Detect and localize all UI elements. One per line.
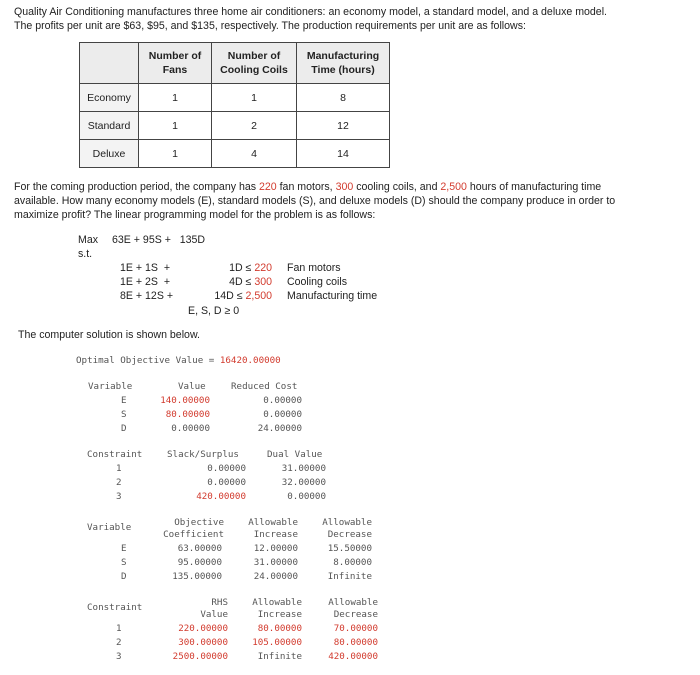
cell-time: 8 <box>297 84 390 112</box>
range-var-name: S <box>121 557 127 568</box>
rhs-inc-header-2: Increase <box>257 609 302 620</box>
intro-line-2: The profits per unit are $63, $95, and $135, respectively. The production requirements per unit are as follows: <box>14 20 526 32</box>
con-num: 3 <box>116 491 122 502</box>
table-header-row <box>80 43 390 84</box>
con-slack: 420.00000 <box>196 491 246 502</box>
row-label: Economy <box>80 84 139 112</box>
var-reduced: 0.00000 <box>263 409 302 420</box>
objective-label: Optimal Objective Value = <box>76 355 215 366</box>
con-dual: 32.00000 <box>281 477 326 488</box>
dec-header-1: Allowable <box>322 517 372 528</box>
range-var-name: E <box>121 543 127 554</box>
cell-time: 12 <box>297 112 390 140</box>
rhs-inc-header-1: Allowable <box>252 597 302 608</box>
objective-function: 63E + 95S + 135D <box>112 234 206 246</box>
max-label: Max <box>78 234 99 246</box>
rhs-dec-header-1: Allowable <box>328 597 378 608</box>
range-rhs-inc: 80.00000 <box>257 623 302 634</box>
var-name: D <box>121 423 127 434</box>
table-row <box>80 140 390 168</box>
rhs-value: 220 <box>254 262 272 274</box>
intro-paragraph <box>14 5 686 33</box>
range-rhs-dec: 70.00000 <box>333 623 378 634</box>
range-var-inc: 31.00000 <box>253 557 298 568</box>
constraint-rhs <box>208 262 272 274</box>
range-variable-header: Variable <box>87 522 132 533</box>
coef-header-2: Coefficient <box>163 529 224 540</box>
range-con-num: 2 <box>116 637 122 648</box>
table-row <box>80 84 390 112</box>
con-dual: 31.00000 <box>281 463 326 474</box>
header-blank <box>80 43 139 84</box>
cell-coils: 4 <box>212 140 297 168</box>
range-var-dec: 8.00000 <box>333 557 372 568</box>
var-reduced: 0.00000 <box>263 395 302 406</box>
row-label: Deluxe <box>80 140 139 168</box>
constraint-rhs <box>208 276 272 288</box>
range-var-coef: 63.00000 <box>177 543 222 554</box>
range-var-coef: 135.00000 <box>172 571 222 582</box>
dec-header-2: Decrease <box>327 529 372 540</box>
nonnegativity: E, S, D ≥ 0 <box>188 305 240 317</box>
constraint-rhs <box>200 290 272 302</box>
var-value: 0.00000 <box>171 423 210 434</box>
var-reduced: 24.00000 <box>257 423 302 434</box>
cell-coils: 2 <box>212 112 297 140</box>
coef-header-1: Objective <box>174 517 224 528</box>
range-rhs-value: 220.00000 <box>178 623 228 634</box>
text-segment: cooling coils, and <box>353 181 441 193</box>
cell-fans: 1 <box>139 112 212 140</box>
computer-solution-label: The computer solution is shown below. <box>18 329 200 341</box>
problem-line-3: maximize profit? The linear programming model for the problem is as follows: <box>14 209 376 221</box>
problem-line-1 <box>14 180 686 194</box>
dual-header: Dual Value <box>267 449 323 460</box>
objective-line <box>76 355 281 366</box>
range-var-coef: 95.00000 <box>177 557 222 568</box>
inc-header-1: Allowable <box>248 517 298 528</box>
range-var-dec: 15.50000 <box>327 543 372 554</box>
cell-fans: 1 <box>139 140 212 168</box>
var-name: S <box>121 409 127 420</box>
row-label: Standard <box>80 112 139 140</box>
constraint-lhs: 1E + 1S + <box>120 262 171 274</box>
range-var-name: D <box>121 571 127 582</box>
objective-value: 16420.00000 <box>219 355 281 366</box>
range-constraint-header: Constraint <box>87 602 143 613</box>
text-segment: hours of manufacturing time <box>466 181 602 193</box>
con-num: 1 <box>116 463 122 474</box>
range-rhs-dec: 420.00000 <box>328 651 378 662</box>
range-rhs-value: 2500.00000 <box>172 651 228 662</box>
constraint-header: Constraint <box>87 449 143 460</box>
cell-time: 14 <box>297 140 390 168</box>
header-coils: Number of Cooling Coils <box>212 43 297 84</box>
range-var-inc: 24.00000 <box>253 571 298 582</box>
con-num: 2 <box>116 477 122 488</box>
con-dual: 0.00000 <box>287 491 326 502</box>
var-name: E <box>121 395 127 406</box>
requirements-table <box>79 42 390 168</box>
constraint-label: Manufacturing time <box>287 290 378 302</box>
rhs-header-2: Value <box>200 609 228 620</box>
range-rhs-value: 300.00000 <box>178 637 228 648</box>
variable-header: Variable <box>88 381 133 392</box>
rhs-value: 300 <box>254 276 272 288</box>
constraint-lhs: 8E + 12S + <box>120 290 174 302</box>
range-var-dec: Infinite <box>327 571 372 582</box>
fan-count: 220 <box>258 181 277 193</box>
rhs-dec-header-2: Decrease <box>333 609 378 620</box>
con-slack: 0.00000 <box>207 477 246 488</box>
range-con-num: 1 <box>116 623 122 634</box>
rhs-header-1: RHS <box>211 597 228 608</box>
range-rhs-dec: 80.00000 <box>333 637 378 648</box>
coil-count: 300 <box>335 181 354 193</box>
header-fans: Number of Fans <box>139 43 212 84</box>
cell-fans: 1 <box>139 84 212 112</box>
reduced-cost-header: Reduced Cost <box>231 381 298 392</box>
value-header: Value <box>178 381 206 392</box>
problem-paragraph <box>14 180 686 222</box>
rhs-text: 4D ≤ <box>229 276 255 288</box>
hours-count: 2,500 <box>440 181 467 193</box>
rhs-value: 2,500 <box>245 290 272 302</box>
problem-line-2: available. How many economy models (E), standard models (S), and deluxe models (D) should the company produce in order to <box>14 195 616 207</box>
var-value: 80.00000 <box>165 409 210 420</box>
cell-coils: 1 <box>212 84 297 112</box>
constraint-label: Fan motors <box>287 262 341 274</box>
rhs-text: 14D ≤ <box>214 290 246 302</box>
constraint-label: Cooling coils <box>287 276 348 288</box>
range-con-num: 3 <box>116 651 122 662</box>
con-slack: 0.00000 <box>207 463 246 474</box>
inc-header-2: Increase <box>253 529 298 540</box>
slack-header: Slack/Surplus <box>167 449 239 460</box>
var-value: 140.00000 <box>160 395 210 406</box>
table-row <box>80 112 390 140</box>
range-rhs-inc: Infinite <box>257 651 302 662</box>
constraint-lhs: 1E + 2S + <box>120 276 171 288</box>
st-label: s.t. <box>78 248 93 260</box>
text-segment: fan motors, <box>276 181 336 193</box>
header-time: Manufacturing Time (hours) <box>297 43 390 84</box>
intro-line-1: Quality Air Conditioning manufactures three home air conditioners: an economy model, a standard model, and a deluxe model. <box>14 6 607 18</box>
text-segment: For the coming production period, the company has <box>14 181 259 193</box>
rhs-text: 1D ≤ <box>229 262 255 274</box>
range-rhs-inc: 105.00000 <box>252 637 302 648</box>
range-var-inc: 12.00000 <box>253 543 298 554</box>
